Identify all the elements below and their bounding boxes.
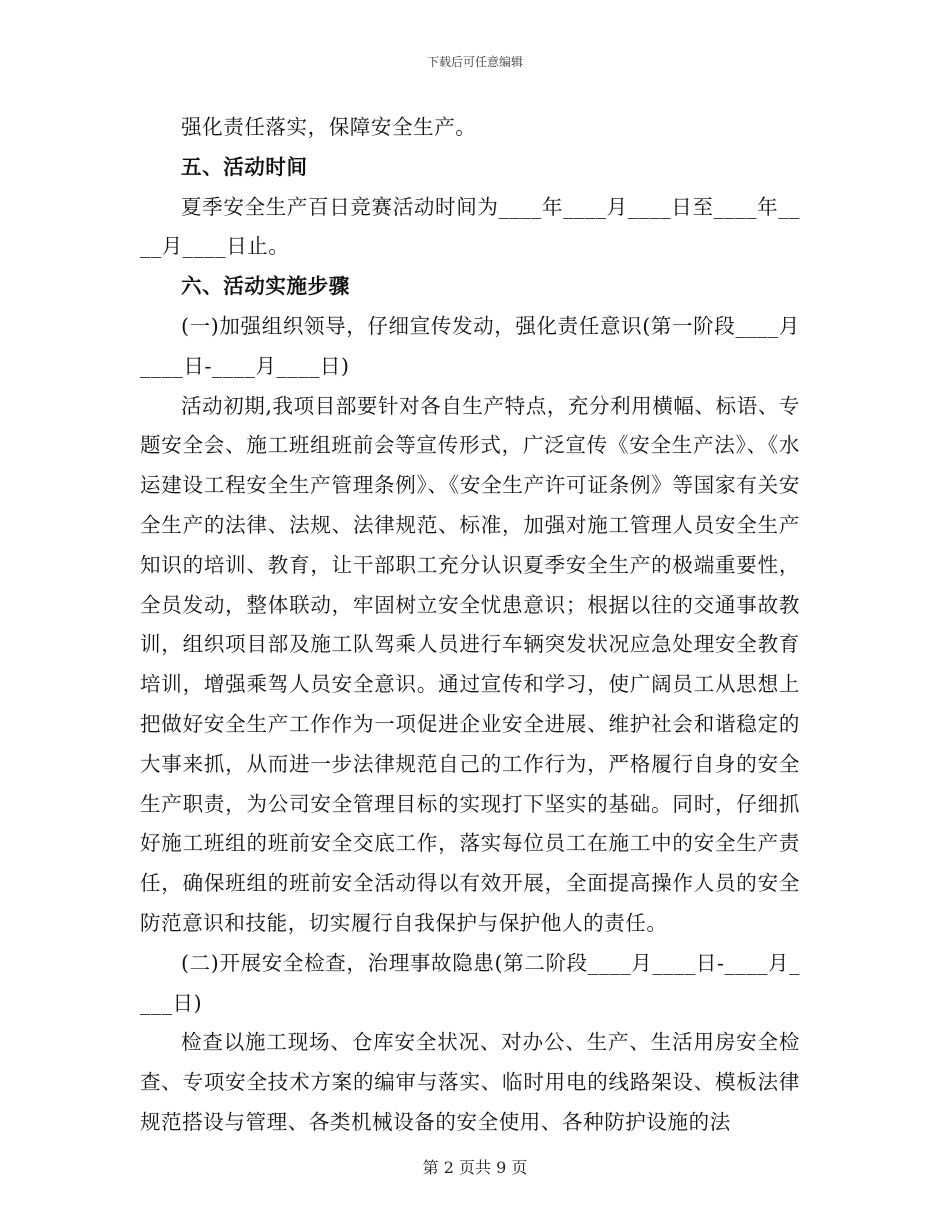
page-number: 第 2 页共 9 页 — [422, 1158, 528, 1177]
paragraph-activity-time: 夏季安全生产百日竞赛活动时间为____年____月____日至____年____月____日止。 — [140, 194, 800, 259]
paragraph-stage-two-body: 检查以施工现场、仓库安全状况、对办公、生产、生活用房安全检查、专项安全技术方案的编审与落实、临时用电的线路架设、模板法律规范搭设与管理、各类机械设备的安全使用、各种防护设施的法 — [140, 1030, 800, 1134]
paragraph-stage-one-body: 活动初期,我项目部要针对各自生产特点，充分利用横幅、标语、专题安全会、施工班组班前会等宣传形式，广泛宣传《安全生产法》、《水运建设工程安全生产管理条例》、《安全生产许可证条例》等国家有关安全生产的法律、法规、法律规范、标准，加强对施工管理人员安全生产知识的培训、教育，让干部职工充分认识夏季安全生产的极端重要性，全员发动，整体联动，牢固树立安全忧患意识；根据以往的交通事故教训，组织项目部及施工队驾乘人员进行车辆突发状况应急处理安全教育培训，增强乘驾人员安全意识。通过宣传和学习，使广阔员工从思想上把做好安全生产工作作为一项促进企业安全进展、维护社会和谐稳定的大事来抓，从而进一步法律规范自己的工作行为，严格履行自身的安全生产职责，为公司安全管理目标的实现打下坚实的基础。同时，仔细抓好施工班组的班前安全交底工作，落实每位员工在施工中的安全生产责任，确保班组的班前安全活动得以有效开展，全面提高操作人员的安全防范意识和技能，切实履行自我保护与保护他人的责任。 — [140, 393, 801, 935]
subheading-stage-one: (一)加强组织领导，仔细宣传发动，强化责任意识(第一阶段____月____日-____月____日) — [140, 313, 800, 378]
section-heading-implementation-steps: 六、活动实施步骤 — [181, 274, 350, 299]
document-body — [140, 108, 800, 1143]
paragraph-responsibility: 强化责任落实，保障安全生产。 — [181, 115, 477, 139]
page-header: 下载后可任意编辑 — [426, 55, 523, 69]
section-heading-activity-time: 五、活动时间 — [181, 154, 308, 179]
subheading-stage-two: (二)开展安全检查，治理事故隐患(第二阶段____月____日-____月____日) — [140, 950, 800, 1015]
